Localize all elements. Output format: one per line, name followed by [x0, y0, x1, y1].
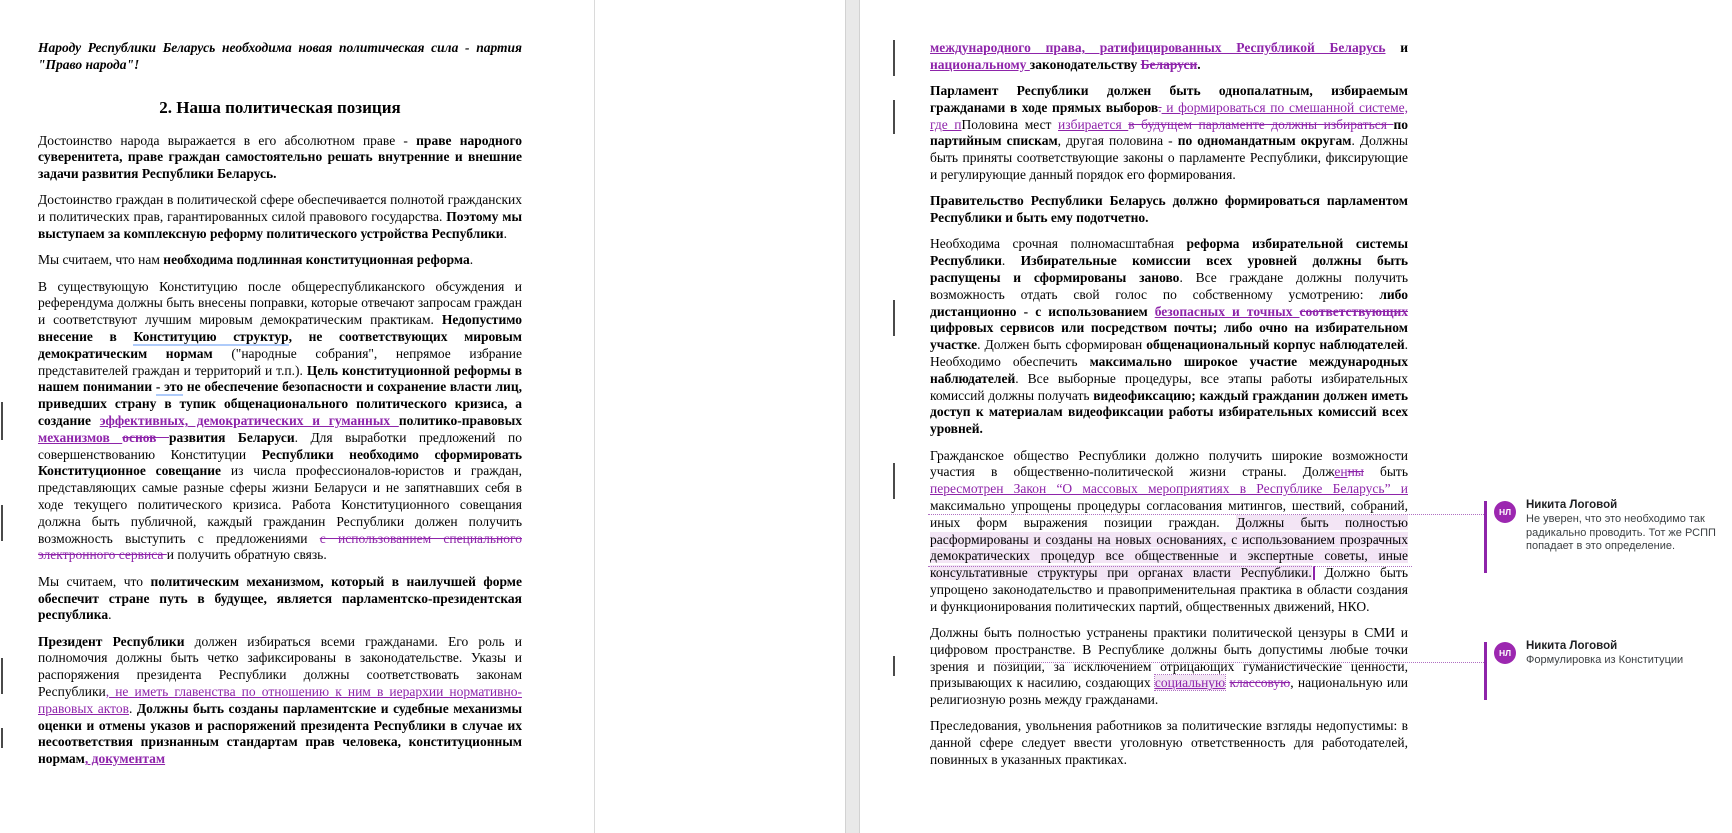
- avatar: НЛ: [1494, 642, 1516, 664]
- page-1-text-column: [38, 40, 522, 777]
- paragraph[interactable]: Достоинство граждан в политической сфере обеспечивается полнотой гражданских и политических прав, гарантированных силой правового государства. Поэтому мы выступаем за комплексную реформу политического устройства Республики.: [38, 192, 522, 242]
- avatar: НЛ: [1494, 501, 1516, 523]
- comment-anchor-line: [1484, 501, 1487, 573]
- page-gap: [845, 0, 860, 833]
- comment-connector-line: [1000, 662, 1484, 663]
- comment-author: Никита Логовой: [1526, 499, 1618, 511]
- paragraph[interactable]: Гражданское общество Республики должно получить широкие возможности участия в общественно-политической жизни страны. Долженны быть пересмотрен Закон “О массовых мероприятиях в Республике Беларусь” и максимально упрощены процедуры согласования митингов, шествий, собраний, иных форм выражения позиции граждан. Должны быть полностью расформированы и созданы на новых основаниях, с использованием прозрачных демократических процедур все общественные и экспертные советы, иные консультативные структуры при органах власти Республики. Должно быть упрощено законодательство и правоприменительная практика в области создания и функционирования политических партий, общественных движений, НКО.: [930, 447, 1408, 614]
- paragraph[interactable]: В существующую Конституцию после общереспубликанского обсуждения и референдума должны быть внесены поправки, которые отвечают запросам граждан и соответствуют лучшим мировым демократическим практикам. Недопустимо внесение в Конституцию структур, не соответствующих мировым демократическим нормам ("народные собрания", непрямое избрание представителей граждан и территорий и т.п.). Цель конституционной реформы в нашем понимании - это не обеспечение безопасности и сохранение власти лиц, приведших страну в тупик общенационального политического кризиса, а создание эффективных, демократических и гуманных политико-правовых механизмов основ развития Беларуси. Для выработки предложений по совершенствованию Конституции Республики необходимо сформировать Конституционное совещание из числа профессионалов-юристов и граждан, представляющих самые разные сферы жизни Беларуси и не запятнавших себя в ходе текущего политического кризиса. Работа Конституционного совещания должна быть публичной, каждый гражданин Республики должен получить возможность выступить с предложениями с использованием специального электронного сервиса и получить обратную связь.: [38, 278, 523, 563]
- paragraph[interactable]: международного права, ратифицированных Республикой Беларусь и национальному законодательству Беларуси.: [930, 40, 1409, 72]
- section-heading[interactable]: 2. Наша политическая позиция: [159, 97, 401, 117]
- paragraph[interactable]: Парламент Республики должен быть однопалатным, избираемым гражданами в ходе прямых выборов. и формироваться по смешанной системе, где пПоловина мест избирается в будущем парламенте должны избираться по партийным спискам, другая половина - по одномандатным округам. Должны быть приняты соответствующие законы о парламенте Республики, фиксирующие и регулирующие данный порядок его формирования.: [930, 83, 1409, 183]
- revision-bar: [1, 402, 3, 440]
- paragraph[interactable]: Необходима срочная полномасштабная реформа избирательной системы Республики. Избирательные комиссии всех уровней должны быть распущены и сформированы заново. Все граждане должны получить возможность отдать свой голос по собственному усмотрению: либо дистанционно - с использованием безопасных и точных соответствующих цифровых сервисов или посредством почты; либо очно на избирательном участке. Должен быть сформирован общенациональный корпус наблюдателей. Необходимо обеспечить максимально широкое участие международных наблюдателей. Все выборные процедуры, все этапы работы избирательных комиссий должны получать видеофиксацию; каждый гражданин должен иметь доступ к материалам видеофиксации работы избирательных комиссий всех уровней.: [930, 236, 1409, 437]
- comment-card[interactable]: [1526, 499, 1732, 554]
- revision-bar: [893, 463, 895, 499]
- revision-bar: [893, 100, 895, 134]
- paragraph[interactable]: Должны быть полностью устранены практики политической цензуры в СМИ и цифровом пространстве. В Республике должны быть допустимы любые точки зрения и позиции, за исключением отрицающих гуманистические ценности, призывающих к насилию, создающих социальную классовую, национальную или религиозную рознь между гражданами.: [930, 625, 1409, 708]
- paragraph[interactable]: Преследования, увольнения работников за политические взгляды недопустимы: в данной сфере следует ввести уголовную ответственность для работодателей, повинных в указанных практиках.: [930, 718, 1408, 768]
- comment-anchor-line: [1484, 642, 1487, 700]
- paragraph[interactable]: Мы считаем, что политическим механизмом, который в наилучшей форме обеспечит стране путь в будущее, является парламентско-президентская республика.: [38, 573, 522, 623]
- paragraph[interactable]: Президент Республики должен избираться всеми гражданами. Его роль и полномочия должны быть четко зафиксированы в законодательстве. Указы и распоряжения президента Республики должны соответствовать законам Республики, не иметь главенства по отношению к ним в иерархии нормативно-правовых актов. Должны быть созданы парламентские и судебные механизмы оценки и отмены указов и распоряжений президента Республики в случае их несоответствия признанным стандартам прав человека, конституционным нормам, документам: [38, 633, 522, 767]
- revision-bar: [1, 505, 3, 541]
- comment-highlight-border: [928, 566, 1412, 567]
- revision-bar: [893, 300, 895, 336]
- revision-bar: [1, 728, 3, 748]
- comment-card[interactable]: [1526, 640, 1732, 668]
- intro-paragraph[interactable]: Народу Республики Беларусь необходима новая политическая сила - партия "Право народа"!: [38, 40, 522, 72]
- paragraph[interactable]: Правительство Республики Беларусь должно формироваться парламентом Республики и быть ему подотчетно.: [930, 193, 1408, 226]
- comment-text: Формулировка из Конституции: [1526, 654, 1684, 666]
- comment-text: Не уверен, что это необходимо так радикально проводить. Тот же РСПП попадает в это определение.: [1526, 513, 1716, 552]
- page-2-text-column: [930, 40, 1408, 778]
- document-page-1: [0, 0, 595, 833]
- revision-bar: [893, 656, 895, 676]
- comment-author: Никита Логовой: [1526, 640, 1618, 652]
- revision-bar: [893, 40, 895, 76]
- paragraph[interactable]: Мы считаем, что нам необходима подлинная конституционная реформа.: [38, 252, 474, 268]
- comment-connector-line: [928, 514, 1484, 515]
- revision-bar: [1, 658, 3, 694]
- paragraph[interactable]: Достоинство народа выражается в его абсолютном праве - праве народного суверенитета, праве граждан самостоятельно решать внутренние и внешние задачи развития Республики Беларусь.: [38, 132, 522, 182]
